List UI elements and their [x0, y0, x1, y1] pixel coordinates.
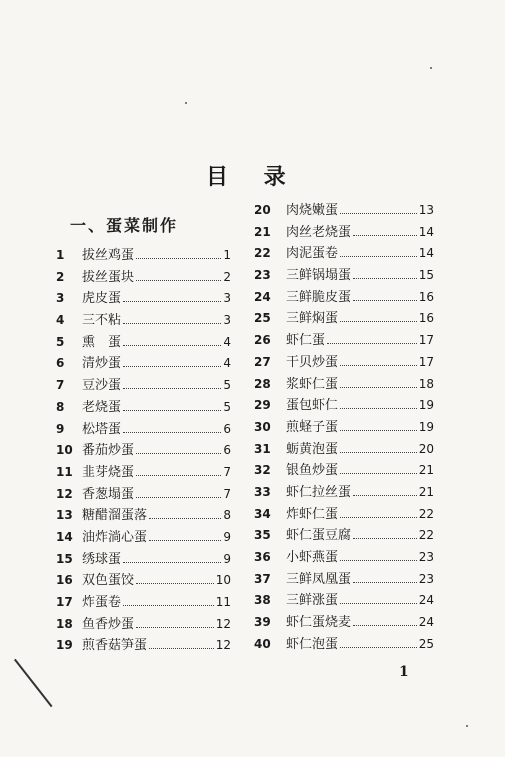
entry-number: 9 [56, 421, 65, 436]
entry-number: 23 [254, 268, 271, 283]
toc-entry [254, 373, 434, 395]
toc-entry [56, 331, 231, 353]
entry-page-number: 1 [223, 248, 231, 262]
scan-speck [430, 67, 432, 69]
entry-title: 香葱塌蛋 [82, 486, 135, 502]
entry-page-number: 18 [418, 376, 434, 391]
toc-entry [56, 439, 231, 461]
dot-leader [123, 292, 221, 302]
section-heading: 一、蛋菜制作 [70, 216, 179, 235]
entry-number: 5 [56, 334, 65, 349]
toc-entry [56, 396, 231, 418]
dot-leader [340, 421, 417, 431]
dot-leader [327, 334, 417, 344]
toc-entry [56, 569, 231, 591]
dot-leader [123, 314, 221, 324]
dot-leader [353, 291, 417, 301]
dot-leader [340, 443, 417, 453]
entry-number: 21 [254, 224, 271, 239]
toc-entry [254, 199, 434, 221]
entry-title: 三鲜脆皮蛋 [286, 289, 352, 305]
entry-number: 28 [254, 376, 271, 391]
entry-title: 炸虾仁蛋 [286, 506, 339, 522]
entry-number: 31 [254, 441, 271, 456]
dot-leader [353, 573, 417, 583]
entry-number: 18 [56, 616, 73, 631]
toc-entry [254, 481, 434, 503]
entry-title: 老烧蛋 [82, 399, 122, 415]
toc-entry [56, 309, 231, 331]
entry-page-number: 17 [418, 333, 434, 348]
entry-page-number: 5 [223, 378, 231, 393]
entry-number: 10 [56, 443, 73, 458]
toc-entry [56, 591, 231, 613]
entry-title: 绣球蛋 [82, 551, 122, 567]
toc-entry [56, 548, 231, 570]
entry-page-number: 24 [418, 593, 434, 608]
entry-title: 小虾燕蛋 [286, 550, 339, 565]
entry-page-number: 12 [215, 638, 231, 653]
toc-entry [56, 483, 231, 505]
entry-number: 32 [254, 463, 271, 478]
entry-number: 24 [254, 289, 271, 304]
entry-page-number: 21 [418, 463, 434, 478]
toc-entry [56, 504, 231, 526]
entry-number: 34 [254, 506, 271, 521]
toc-entry [56, 634, 231, 656]
toc-entry [56, 461, 231, 483]
dot-leader [340, 378, 417, 388]
entry-page-number: 22 [418, 528, 434, 543]
toc-entry [254, 524, 434, 546]
entry-page-number: 14 [418, 224, 434, 239]
entry-page-number: 22 [418, 506, 434, 521]
entry-title: 浆虾仁蛋 [286, 376, 339, 392]
entry-title: 双色蛋饺 [82, 573, 135, 589]
entry-page-number: 19 [418, 398, 434, 413]
entry-page-number: 6 [223, 421, 231, 436]
dot-leader [340, 356, 417, 366]
entry-page-number: 6 [223, 443, 231, 458]
toc-entry [254, 242, 434, 264]
dot-leader [149, 639, 214, 649]
entry-page-number: 17 [418, 354, 434, 369]
toc-entry [254, 611, 434, 633]
entry-number: 17 [56, 595, 73, 609]
dot-leader [340, 638, 417, 648]
toc-entry [56, 613, 231, 635]
entry-title: 三鲜凤凰蛋 [286, 571, 352, 587]
entry-page-number: 15 [418, 268, 434, 283]
dot-leader [123, 596, 214, 606]
entry-title: 虎皮蛋 [82, 291, 122, 307]
entry-number: 8 [56, 399, 65, 414]
dot-leader [136, 618, 214, 628]
entry-title: 煎香菇笋蛋 [82, 638, 148, 654]
dot-leader [340, 551, 417, 561]
entry-page-number: 13 [418, 203, 434, 217]
entry-page-number: 14 [418, 246, 434, 261]
entry-page-number: 23 [418, 550, 434, 564]
entry-title: 银鱼炒蛋 [286, 463, 339, 479]
toc-entry [56, 244, 231, 266]
entry-number: 40 [254, 636, 271, 651]
entry-title: 拔丝蛋块 [82, 269, 135, 285]
entry-title: 肉丝老烧蛋 [286, 224, 352, 240]
entry-number: 6 [56, 356, 65, 371]
entry-number: 12 [56, 486, 73, 501]
entry-title: 蛎黄泡蛋 [286, 441, 339, 457]
dot-leader [123, 336, 221, 346]
entry-title: 虾仁蛋豆腐 [286, 528, 352, 544]
entry-number: 20 [254, 203, 271, 217]
dot-leader [149, 531, 221, 541]
entry-page-number: 3 [223, 313, 231, 328]
entry-number: 22 [254, 246, 271, 261]
entry-page-number: 4 [223, 356, 231, 371]
toc-entry [254, 221, 434, 243]
entry-page-number: 12 [215, 616, 231, 631]
entry-page-number: 19 [418, 419, 434, 434]
entry-page-number: 2 [223, 269, 231, 284]
entry-title: 蛋包虾仁 [286, 398, 339, 414]
entry-title: 拔丝鸡蛋 [82, 248, 135, 263]
entry-title: 三鲜涨蛋 [286, 593, 339, 609]
entry-number: 30 [254, 419, 271, 434]
entry-title: 肉泥蛋卷 [286, 246, 339, 262]
entry-number: 2 [56, 269, 65, 284]
entry-title: 虾仁泡蛋 [286, 636, 339, 652]
toc-entry [254, 546, 434, 568]
dot-leader [149, 509, 221, 519]
entry-title: 番茄炒蛋 [82, 443, 135, 459]
entry-number: 3 [56, 291, 65, 306]
entry-title: 肉烧嫩蛋 [286, 203, 339, 218]
entry-title: 三不粘 [82, 313, 122, 329]
dot-leader [136, 574, 214, 584]
entry-number: 1 [56, 248, 65, 262]
dot-leader [136, 466, 221, 476]
entry-title: 熏 蛋 [82, 334, 122, 350]
entry-title: 煎蛏子蛋 [286, 419, 339, 435]
entry-number: 36 [254, 550, 271, 564]
entry-title: 油炸淌心蛋 [82, 529, 148, 545]
toc-entry [56, 526, 231, 548]
dot-leader [340, 508, 417, 518]
entry-page-number: 4 [223, 334, 231, 349]
entry-number: 25 [254, 311, 271, 326]
dot-leader [123, 553, 221, 563]
entry-title: 糖醋溜蛋落 [82, 508, 148, 524]
scan-scratch-mark [14, 659, 53, 708]
entry-number: 14 [56, 529, 73, 544]
entry-title: 豆沙蛋 [82, 378, 122, 394]
toc-entry [254, 568, 434, 590]
entry-page-number: 8 [223, 508, 231, 523]
entry-number: 11 [56, 464, 73, 479]
scan-speck [466, 725, 468, 727]
entry-number: 29 [254, 398, 271, 413]
entry-page-number: 25 [418, 636, 434, 651]
toc-entry [56, 287, 231, 309]
toc-entry [254, 503, 434, 525]
entry-page-number: 24 [418, 615, 434, 630]
dot-leader [340, 312, 417, 322]
toc-entry [254, 438, 434, 460]
dot-leader [340, 247, 417, 257]
entry-number: 33 [254, 484, 271, 499]
entry-number: 13 [56, 508, 73, 523]
toc-entry [56, 352, 231, 374]
dot-leader [353, 486, 417, 496]
toc-entry [56, 374, 231, 396]
toc-entry [254, 459, 434, 481]
dot-leader [340, 464, 417, 474]
entry-number: 39 [254, 615, 271, 630]
toc-entry [254, 589, 434, 611]
entry-page-number: 16 [418, 289, 434, 304]
toc-entry [254, 351, 434, 373]
dot-leader [123, 423, 221, 433]
entry-title: 韭芽烧蛋 [82, 464, 135, 480]
toc-column-right [254, 199, 434, 654]
entry-number: 7 [56, 378, 65, 393]
entry-number: 16 [56, 573, 73, 588]
toc-entry [254, 329, 434, 351]
entry-title: 松塔蛋 [82, 421, 122, 437]
entry-number: 37 [254, 571, 271, 586]
entry-page-number: 9 [223, 551, 231, 566]
entry-title: 三鲜锅塌蛋 [286, 268, 352, 284]
entry-page-number: 9 [223, 529, 231, 544]
dot-leader [353, 226, 417, 236]
toc-entry [254, 286, 434, 308]
scan-speck [185, 102, 187, 104]
entry-page-number: 16 [418, 311, 434, 326]
toc-entry [254, 394, 434, 416]
toc-column-left [56, 244, 231, 656]
toc-entry [254, 416, 434, 438]
dot-leader [340, 204, 417, 214]
dot-leader [353, 269, 417, 279]
entry-page-number: 7 [223, 486, 231, 501]
entry-page-number: 7 [223, 464, 231, 479]
toc-entry [254, 264, 434, 286]
entry-page-number: 5 [223, 399, 231, 414]
entry-title: 虾仁蛋 [286, 333, 326, 349]
entry-title: 虾仁蛋烧麦 [286, 615, 352, 631]
toc-entry [254, 633, 434, 655]
page-title: 目 录 [206, 164, 300, 190]
dot-leader [123, 379, 221, 389]
dot-leader [136, 488, 221, 498]
entry-page-number: 21 [418, 484, 434, 499]
entry-title: 虾仁拉丝蛋 [286, 484, 352, 500]
entry-number: 19 [56, 638, 73, 653]
dot-leader [136, 271, 221, 281]
entry-number: 4 [56, 313, 65, 328]
dot-leader [353, 616, 417, 626]
dot-leader [340, 399, 417, 409]
entry-title: 炸蛋卷 [82, 595, 122, 610]
entry-number: 15 [56, 551, 73, 566]
entry-number: 26 [254, 333, 271, 348]
entry-title: 干贝炒蛋 [286, 354, 339, 370]
toc-entry [56, 418, 231, 440]
dot-leader [123, 401, 221, 411]
entry-page-number: 20 [418, 441, 434, 456]
entry-number: 38 [254, 593, 271, 608]
entry-page-number: 10 [215, 573, 231, 588]
toc-entry [254, 307, 434, 329]
entry-title: 三鲜焖蛋 [286, 311, 339, 327]
entry-page-number: 11 [215, 595, 231, 609]
dot-leader [136, 444, 221, 454]
entry-page-number: 23 [418, 571, 434, 586]
entry-title: 清炒蛋 [82, 356, 122, 372]
entry-number: 27 [254, 354, 271, 369]
page-number: 1 [399, 664, 409, 680]
dot-leader [123, 357, 221, 367]
entry-number: 35 [254, 528, 271, 543]
dot-leader [353, 529, 417, 539]
dot-leader [340, 594, 417, 604]
dot-leader [136, 249, 221, 259]
toc-entry [56, 266, 231, 288]
entry-page-number: 3 [223, 291, 231, 306]
entry-title: 鱼香炒蛋 [82, 616, 135, 632]
